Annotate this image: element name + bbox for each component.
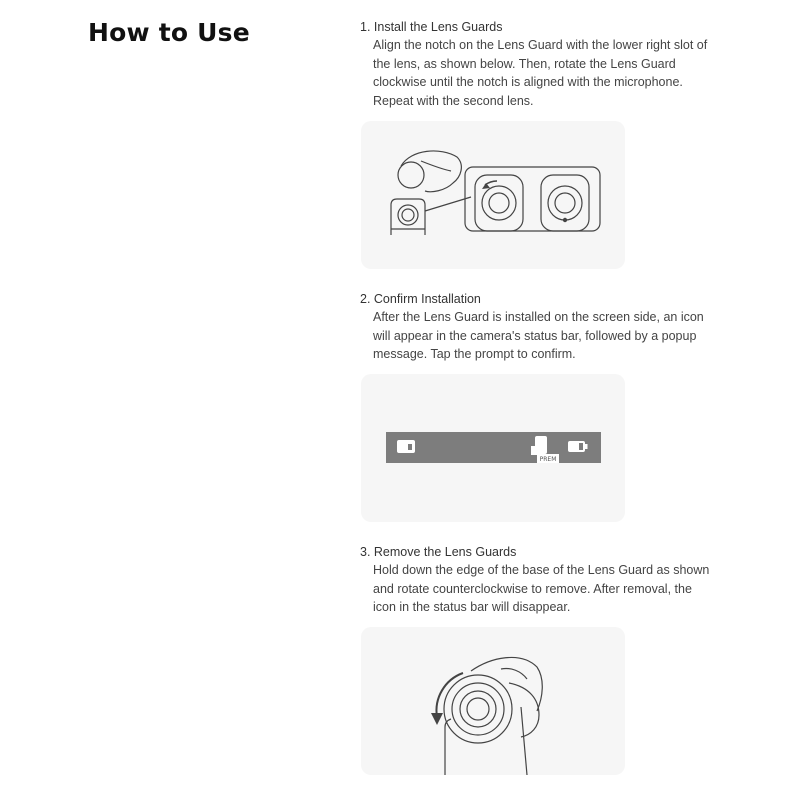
step-title: 3. Remove the Lens Guards: [360, 545, 517, 559]
status-bar-illustration: [361, 374, 625, 522]
step-title: 2. Confirm Installation: [360, 292, 481, 306]
step-description: [373, 36, 740, 110]
lens-guard-removal-illustration: [361, 627, 625, 775]
step-description: [373, 561, 740, 617]
lens-guard-install-illustration: [361, 121, 625, 269]
step-2: [360, 290, 740, 364]
status-bar-icon: [361, 374, 625, 522]
step-1: [360, 18, 740, 110]
step-title: 1. Install the Lens Guards: [360, 20, 503, 34]
step-description-line: Hold down the edge of the base of the Lens Guard as shown: [373, 563, 710, 577]
page-title: How to Use: [88, 18, 250, 47]
step-description-line: After the Lens Guard is installed on the screen side, an icon: [373, 310, 704, 324]
step-description-line: will appear in the camera's status bar, followed by a popup: [373, 328, 697, 343]
step-description-line: icon in the status bar will disappear.: [373, 600, 571, 614]
status-bar-badge: PREM: [539, 456, 557, 463]
lens-guard-removal-icon: [361, 627, 625, 775]
step-description-line: Align the notch on the Lens Guard with the lower right slot of: [373, 38, 708, 52]
step-description-line: and rotate counterclockwise to remove. After removal, the: [373, 581, 692, 596]
step-description-line: message. Tap the prompt to confirm.: [373, 347, 576, 361]
step-description-line: clockwise until the notch is aligned with the microphone.: [373, 75, 683, 89]
step-description-line: the lens, as shown below. Then, rotate the Lens Guard: [373, 56, 676, 71]
lens-guard-install-icon: [361, 121, 625, 269]
step-3: [360, 543, 740, 617]
step-description-line: Repeat with the second lens.: [373, 93, 534, 108]
step-description: [373, 308, 740, 364]
